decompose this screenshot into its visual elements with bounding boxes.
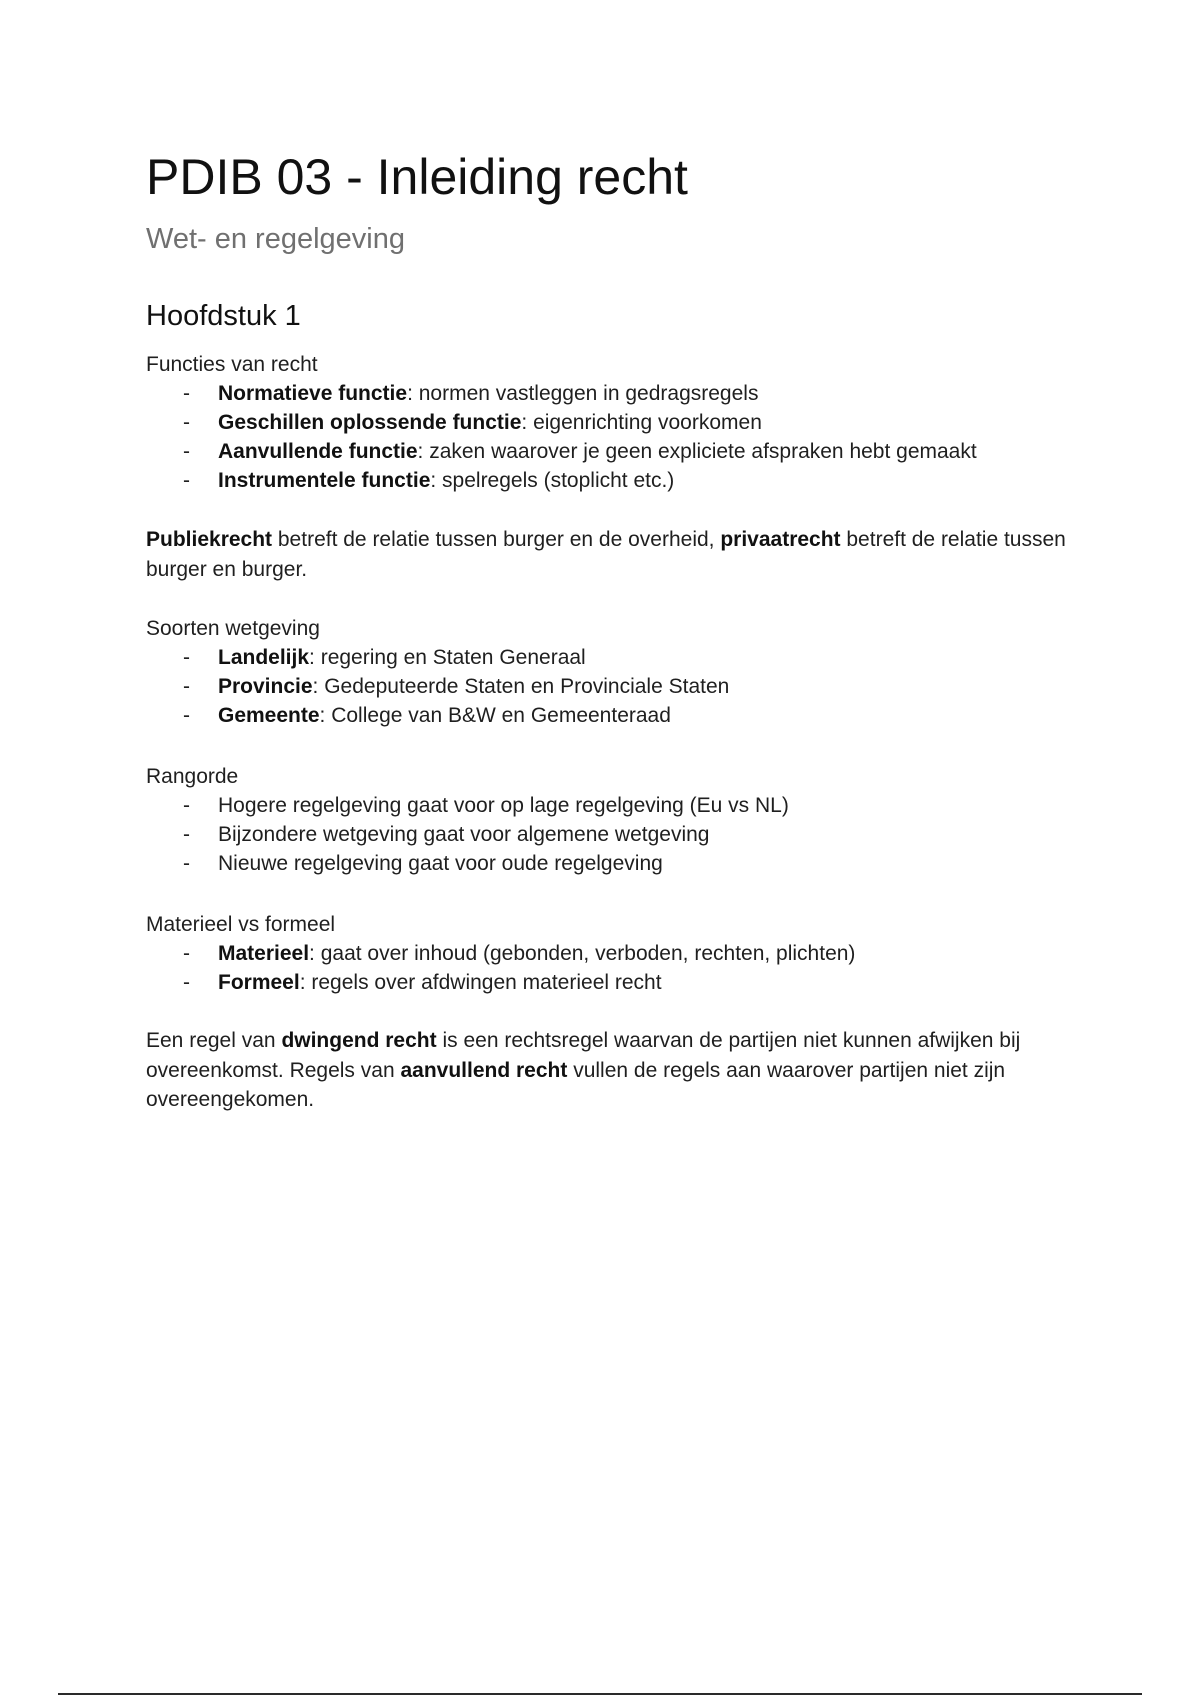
list-item <box>146 820 1076 849</box>
list-marker: - <box>183 794 190 817</box>
term-formeel: Formeel <box>218 971 300 994</box>
term-dwingend-recht: dwingend recht <box>281 1029 437 1052</box>
document-title: PDIB 03 - Inleiding recht <box>146 149 688 205</box>
item-text: : College van B&W en Gemeenteraad <box>319 704 671 727</box>
footer-divider <box>58 1693 1142 1695</box>
list-item <box>146 643 1076 672</box>
list-marker: - <box>183 411 190 434</box>
term-landelijk: Landelijk <box>218 646 310 669</box>
section-materieel-formeel <box>146 910 1076 997</box>
section-label-soorten: Soorten wetgeving <box>146 617 320 640</box>
item-text: Hogere regelgeving gaat voor op lage regelgeving (Eu vs NL) <box>218 794 789 817</box>
item-text: Nieuwe regelgeving gaat voor oude regelgeving <box>218 852 663 875</box>
list-item <box>146 701 1076 730</box>
document-subtitle: Wet- en regelgeving <box>146 223 406 255</box>
item-text: Bijzondere wetgeving gaat voor algemene wetgeving <box>218 823 710 846</box>
list-marker: - <box>183 469 190 492</box>
list-item <box>146 672 1076 701</box>
item-text: : regels over afdwingen materieel recht <box>299 971 662 994</box>
list-materieel <box>146 939 1076 997</box>
term-instrumentele: Instrumentele functie <box>218 469 431 492</box>
item-text: : regering en Staten Generaal <box>309 646 586 669</box>
list-item <box>146 791 1076 820</box>
section-functies <box>146 350 1076 495</box>
list-soorten <box>146 643 1076 730</box>
paragraph-text: betreft de relatie tussen burger en de overheid, <box>272 528 721 551</box>
term-provincie: Provincie <box>218 675 313 698</box>
list-marker: - <box>183 440 190 463</box>
term-gemeente: Gemeente <box>218 704 320 727</box>
paragraph-dwingend-recht <box>146 1026 1076 1115</box>
paragraph-text: Een regel van <box>146 1029 282 1052</box>
list-marker: - <box>183 942 190 965</box>
paragraph-text: vullen de regels aan waarover partijen niet zijn overeengekomen. <box>146 1058 1006 1111</box>
item-text: : zaken waarover je geen expliciete afspraken hebt gemaakt <box>417 440 977 463</box>
section-label-materieel: Materieel vs formeel <box>146 913 336 936</box>
list-item <box>146 437 1076 466</box>
paragraph-publiekrecht <box>146 525 1076 584</box>
term-aanvullende: Aanvullende functie <box>218 440 418 463</box>
list-marker: - <box>183 971 190 994</box>
item-text: : spelregels (stoplicht etc.) <box>430 469 675 492</box>
term-privaatrecht: privaatrecht <box>720 528 841 551</box>
section-label-rangorde: Rangorde <box>146 765 239 788</box>
item-text: : Gedeputeerde Staten en Provinciale Staten <box>312 675 730 698</box>
list-item <box>146 939 1076 968</box>
item-text: : eigenrichting voorkomen <box>521 411 762 434</box>
list-item <box>146 968 1076 997</box>
term-materieel: Materieel <box>218 942 310 965</box>
list-marker: - <box>183 382 190 405</box>
list-marker: - <box>183 704 190 727</box>
paragraph-text: is een rechtsregel waarvan de partijen niet kunnen afwijken bij overeenkomst. Regels van <box>146 1029 1021 1082</box>
paragraph-text: betreft de relatie tussen burger en burger. <box>146 528 1066 581</box>
list-marker: - <box>183 675 190 698</box>
chapter-heading: Hoofdstuk 1 <box>146 300 301 332</box>
item-text: : normen vastleggen in gedragsregels <box>407 382 759 405</box>
term-aanvullend-recht: aanvullend recht <box>400 1058 568 1082</box>
section-soorten-wetgeving <box>146 614 1076 730</box>
list-item <box>146 466 1076 495</box>
list-marker: - <box>183 823 190 846</box>
list-item <box>146 379 1076 408</box>
list-marker: - <box>183 646 190 669</box>
section-label-functies: Functies van recht <box>146 353 318 376</box>
term-geschillen: Geschillen oplossende functie <box>218 411 522 434</box>
section-rangorde <box>146 762 1076 878</box>
list-functies <box>146 379 1076 495</box>
list-item <box>146 408 1076 437</box>
list-rangorde <box>146 791 1076 878</box>
list-marker: - <box>183 852 190 875</box>
term-normatieve: Normatieve functie <box>218 382 408 405</box>
list-item <box>146 849 1076 878</box>
term-publiekrecht: Publiekrecht <box>146 528 273 551</box>
item-text: : gaat over inhoud (gebonden, verboden, rechten, plichten) <box>309 942 856 965</box>
